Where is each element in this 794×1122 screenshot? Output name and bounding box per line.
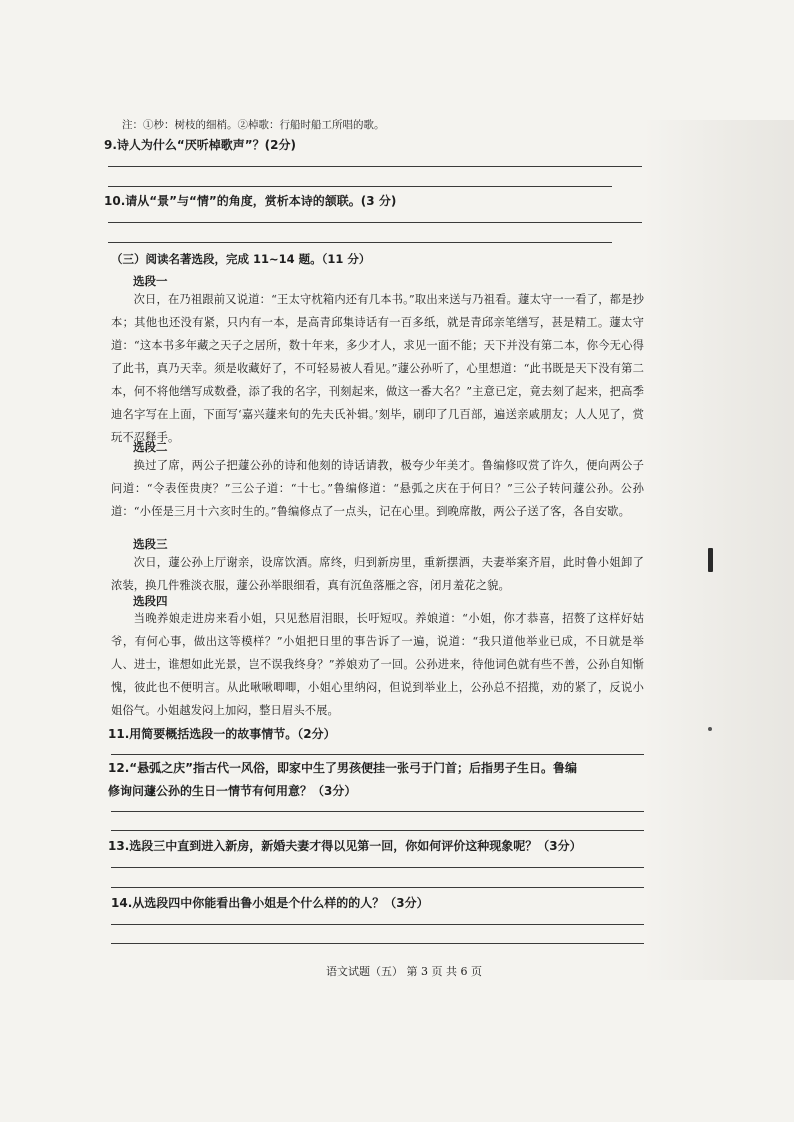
bleed-through-shadow: [644, 120, 794, 980]
answer-line: [108, 186, 612, 187]
question-11: 11.用简要概括选段一的故事情节。（2分）: [108, 727, 336, 741]
question-14: 14.从选段四中你能看出鲁小姐是个什么样的的人？（3分）: [111, 896, 429, 910]
question-12-line-1: 12.“悬弧之庆”指古代一风俗，即家中生了男孩便挂一张弓于门首；后指男子生日。鲁编: [108, 761, 578, 775]
answer-line: [108, 222, 642, 223]
answer-line: [108, 166, 642, 167]
question-9: 9.诗人为什么“厌听棹歌声”？(2分): [104, 138, 297, 152]
answer-line: [111, 830, 644, 831]
margin-mark: [708, 548, 713, 572]
answer-line: [108, 242, 612, 243]
poem-footnote: 注：①杪：树枝的细梢。②棹歌：行船时船工所唱的歌。: [122, 119, 385, 131]
answer-line: [111, 887, 644, 888]
margin-dot: [708, 727, 712, 731]
answer-line: [111, 867, 644, 868]
question-13: 13.选段三中直到进入新房，新婚夫妻才得以见第一回，你如何评价这种现象呢？（3分）: [108, 839, 582, 853]
answer-line: [111, 924, 644, 925]
answer-line: [111, 754, 644, 755]
passage-2-heading: 选段二: [133, 440, 168, 454]
passage-1-text: 次日，在乃祖跟前又说道：“王太守枕箱内还有几本书。”取出来送与乃祖看。蘧太守一一看了，都是抄本；其他也还没有紧，只内有一本，是高青邱集诗话有一百多纸，就是青邱亲笔缮写，甚是精工。蘧太守道：“这本书多年藏之天子之居所，数十年来，多少才人，求见一面不能；天下并没有第二本，你今无心得了此书，真乃天幸。须是收藏好了，不可轻易被人看见。”蘧公孙听了，心里想道：“此书既是天下没有第二本，何不将他缮写成数叠，添了我的名字，刊刻起来，做这一番大名？”主意已定，竟去刻了起来，把高季迪名字写在上面，下面写‘嘉兴蘧来旬的先夫氏补辑。’刻毕，刷印了几百部，遍送亲戚朋友；人人见了，赏玩不忍释手。: [111, 293, 644, 444]
answer-line: [111, 943, 644, 944]
page-footer: 语文试题（五） 第 3 页 共 6 页: [326, 965, 482, 978]
question-10: 10.请从“景”与“情”的角度，赏析本诗的颔联。(3 分): [104, 194, 397, 208]
section-title: （三）阅读名著选段，完成 11~14 题。（11 分）: [111, 252, 371, 266]
passage-3-text: 次日，蘧公孙上厅谢亲，设席饮酒。席终，归到新房里，重新摆酒，夫妻举案齐眉，此时鲁小姐卸了浓装，换几件雅淡衣服，蘧公孙举眼细看，真有沉鱼落雁之容，闭月羞花之貌。: [111, 556, 644, 592]
passage-4-heading: 选段四: [133, 594, 168, 608]
passage-4-text: 当晚养娘走进房来看小姐，只见愁眉泪眼，长吁短叹。养娘道：“小姐，你才恭喜，招赘了这样好姑爷，有何心事，做出这等模样？”小姐把日里的事告诉了一遍，说道：“我只道他举业已成，不日就是举人、进士，谁想如此光景，岂不误我终身？”养娘劝了一回。公孙进来，待他词色就有些不善，公孙自知惭愧，彼此也不便明言。从此啾啾唧唧，小姐心里纳闷，但说到举业上，公孙总不招揽，劝的紧了，反说小姐俗气。小姐越发闷上加闷，整日眉头不展。: [111, 612, 644, 717]
question-12-line-2: 修询问蘧公孙的生日一情节有何用意？（3分）: [108, 784, 357, 798]
passage-1-heading: 选段一: [133, 274, 168, 288]
passage-2-text: 换过了席，两公子把蘧公孙的诗和他刻的诗话请教，极夸少年美才。鲁编修叹赏了许久，便向两公子问道：“令表侄贵庚？”三公子道：“十七。”鲁编修道：“悬弧之庆在于何日？”三公子转问蘧公孙。公孙道：“小侄是三月十六亥时生的。”鲁编修点了一点头，记在心里。到晚席散，两公子送了客，各自安歇。: [111, 459, 644, 518]
answer-line: [111, 811, 644, 812]
passage-3-heading: 选段三: [133, 537, 168, 551]
